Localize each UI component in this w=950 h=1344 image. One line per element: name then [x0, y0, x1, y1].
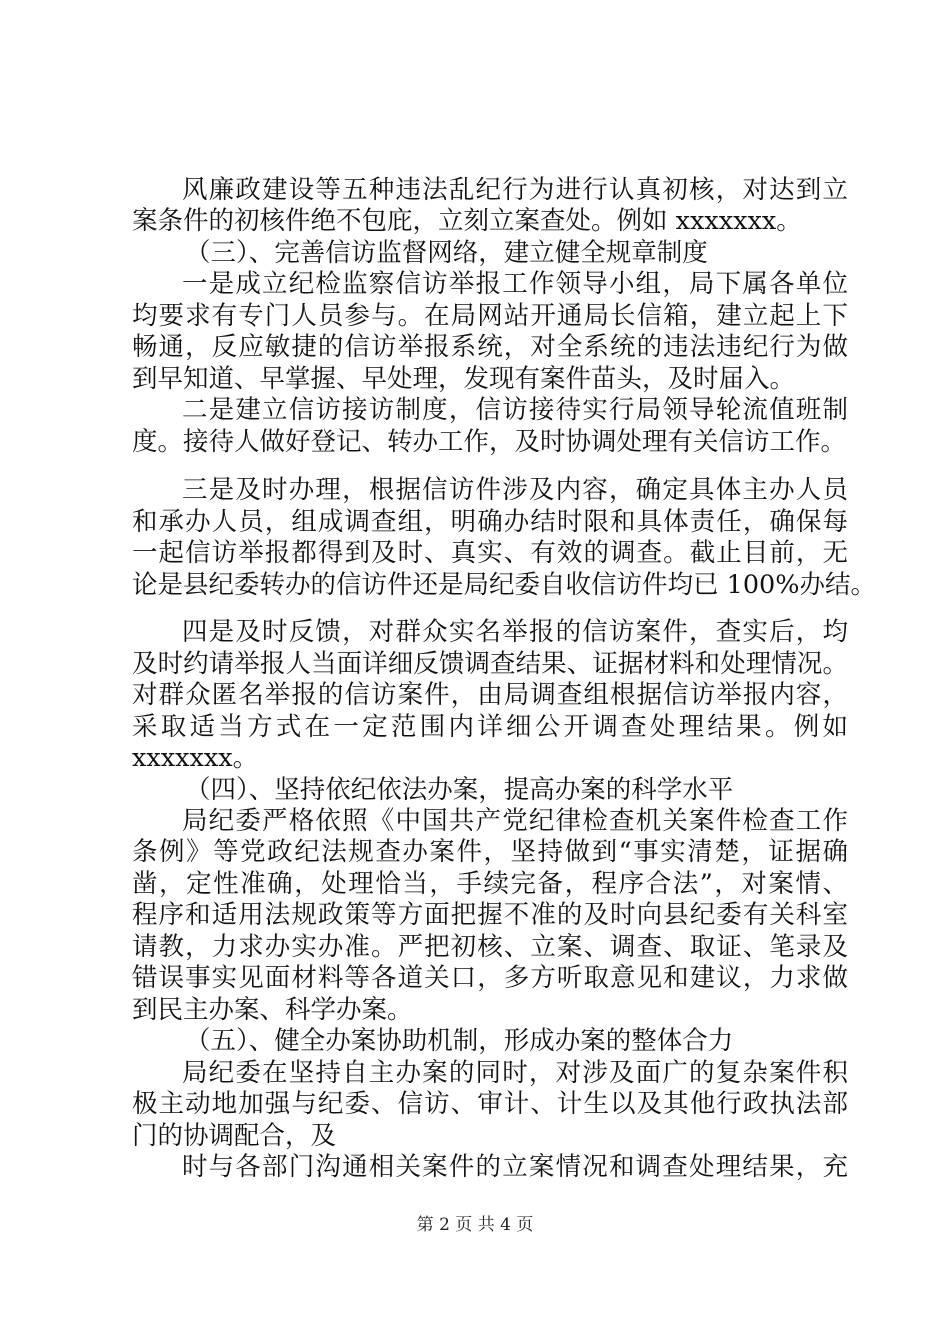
text-line: 门的协调配合，及 [132, 1121, 337, 1151]
text-line: 畅通，反应敏捷的信访举报系统，对全系统的违法违纪行为做 [132, 332, 848, 362]
text-line: 一起信访举报都得到及时、真实、有效的调查。截止目前，无 [132, 538, 848, 568]
text-line: 一是成立纪检监察信访举报工作领导小组，局下属各单位 [182, 269, 848, 299]
section-heading: （五）、健全办案协助机制，形成办案的整体合力 [185, 1026, 734, 1056]
text-line: 局纪委在坚持自主办案的同时，对涉及面广的复杂案件积 [182, 1058, 848, 1088]
text-line: 采取适当方式在一定范围内详细公开调查处理结果。例如 [132, 712, 848, 742]
text-line: 到民主办案、科学办案。 [132, 995, 413, 1025]
text-line: 到早知道、早掌握、早处理，发现有案件苗头，及时届入。 [132, 364, 796, 394]
text-line: 和承办人员，组成调查组，明确办结时限和具体责任，确保每 [132, 507, 848, 537]
text-line: 极主动地加强与纪委、信访、审计、计生以及其他行政执法部 [132, 1089, 848, 1119]
text-line: 案条件的初核件绝不包庇，立刻立案查处。例如 xxxxxxx。 [132, 206, 802, 236]
text-line: 对群众匿名举报的信访案件，由局调查组根据信访举报内容， [132, 680, 848, 710]
text-line: 凿，定性准确，处理恰当，手续完备，程序合法”，对案情、 [132, 869, 848, 899]
text-line: 局纪委严格依照《中国共产党纪律检查机关案件检查工作 [182, 806, 848, 836]
section-heading: （三）、完善信访监督网络，建立健全规章制度 [185, 238, 708, 268]
text-line: 二是建立信访接访制度，信访接待实行局领导轮流值班制 [182, 395, 848, 425]
text-line: xxxxxxx。 [132, 743, 259, 773]
section-heading: （四）、坚持依纪依法办案，提高办案的科学水平 [185, 775, 734, 805]
page-number-footer: 第 2 页 共 4 页 [416, 1215, 534, 1235]
text-line: 及时约请举报人当面详细反馈调查结果、证据材料和处理情况。 [132, 649, 848, 679]
text-line: 论是县纪委转办的信访件还是局纪委自收信访件均已 100%办结。 [132, 570, 877, 600]
text-line: 错误事实见面材料等各道关口，多方听取意见和建议，力求做 [132, 963, 848, 993]
text-line: 程序和适用法规政策等方面把握不准的及时向县纪委有关科室 [132, 900, 848, 930]
text-line: 时与各部门沟通相关案件的立案情况和调查处理结果，充 [182, 1152, 848, 1182]
text-line: 风廉政建设等五种违法乱纪行为进行认真初核，对达到立 [182, 175, 848, 205]
text-line: 度。接待人做好登记、转办工作，及时协调处理有关信访工作。 [132, 427, 847, 457]
text-line: 四是及时反馈，对群众实名举报的信访案件，查实后，均 [182, 617, 848, 647]
text-line: 请教，力求办实办准。严把初核、立案、调查、取证、笔录及 [132, 932, 848, 962]
text-line: 三是及时办理，根据信访件涉及内容，确定具体主办人员 [182, 475, 848, 505]
text-line: 均要求有专门人员参与。在局网站开通局长信箱，建立起上下 [132, 301, 848, 331]
text-line: 条例》等党政纪法规查办案件，坚持做到“事实清楚，证据确 [132, 837, 848, 867]
